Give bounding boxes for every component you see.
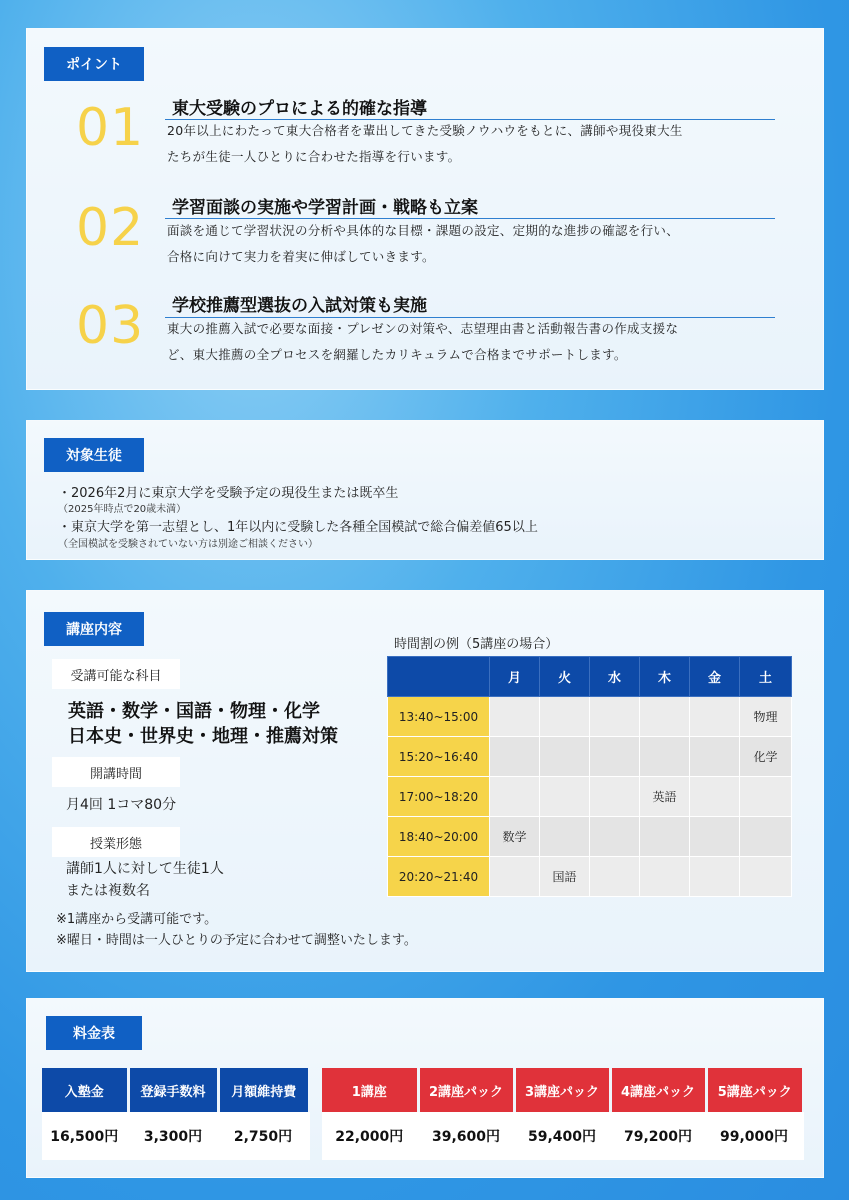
course-note: ※曜日・時間は一人ひとりの予定に合わせて調整いたします。 bbox=[56, 933, 417, 948]
timetable-cell bbox=[690, 817, 740, 857]
timetable-cell bbox=[640, 857, 690, 897]
point-body-line: 合格に向けて実力を着実に伸ばしていきます。 bbox=[167, 249, 435, 264]
point-body-line: 20年以上にわたって東大合格者を輩出してきた受験ノウハウをもとに、講師や現役東大生 bbox=[167, 123, 683, 138]
timetable-cell bbox=[590, 817, 640, 857]
timetable-cell: 英語 bbox=[640, 777, 690, 817]
point-title: 東大受験のプロによる的確な指導 bbox=[172, 99, 427, 119]
day-header: 水 bbox=[590, 657, 640, 697]
timetable-cell bbox=[640, 737, 690, 777]
day-header: 土 bbox=[740, 657, 792, 697]
course-note: ※1講座から受講可能です。 bbox=[56, 912, 218, 927]
point-title: 学習面談の実施や学習計画・戦略も立案 bbox=[172, 198, 478, 218]
point-title: 学校推薦型選抜の入試対策も実施 bbox=[172, 296, 427, 316]
point-body-line: たちが生徒一人ひとりに合わせた指導を行います。 bbox=[167, 149, 461, 164]
fee-value: 16,500円 bbox=[42, 1112, 128, 1160]
point-body bbox=[167, 118, 683, 170]
fee-header: 2講座パック bbox=[418, 1068, 514, 1112]
fee-header: 4講座パック bbox=[610, 1068, 706, 1112]
time-slot: 17:00~18:20 bbox=[388, 777, 490, 817]
point-body-line: ど、東大推薦の全プロセスを網羅したカリキュラムで合格までサポートします。 bbox=[167, 347, 627, 362]
fee-header: 入塾金 bbox=[42, 1068, 128, 1112]
timetable-cell bbox=[740, 817, 792, 857]
fee-header: 3講座パック bbox=[514, 1068, 610, 1112]
point-body-line: 面談を通じて学習状況の分析や具体的な目標・課題の設定、定期的な進捗の確認を行い、 bbox=[167, 223, 680, 238]
basic-fee-value-row bbox=[42, 1112, 308, 1160]
course-notes bbox=[56, 909, 417, 951]
timetable-cell bbox=[540, 817, 590, 857]
timetable-row bbox=[388, 817, 792, 857]
subjects-label: 受講可能な科目 bbox=[52, 659, 180, 689]
target-tag: 対象生徒 bbox=[44, 438, 144, 472]
subjects-list bbox=[68, 699, 338, 749]
target-condition-2: ・東京大学を第一志望とし、1年以内に受験した各種全国模試で総合偏差値65以上 bbox=[58, 520, 538, 535]
fee-header: 5講座パック bbox=[706, 1068, 802, 1112]
timetable-cell bbox=[490, 697, 540, 737]
day-header: 金 bbox=[690, 657, 740, 697]
timetable bbox=[387, 656, 792, 897]
timetable-row bbox=[388, 697, 792, 737]
target-note-2: （全国模試を受験されていない方は別途ご相談ください） bbox=[58, 539, 318, 550]
fee-value: 79,200円 bbox=[610, 1112, 706, 1160]
timetable-cell bbox=[490, 777, 540, 817]
point-body bbox=[167, 218, 679, 270]
time-slot: 13:40~15:00 bbox=[388, 697, 490, 737]
timetable-cell bbox=[590, 697, 640, 737]
timetable-cell bbox=[640, 697, 690, 737]
timetable-cell bbox=[590, 777, 640, 817]
hours-label: 開講時間 bbox=[52, 757, 180, 787]
fee-header: 1講座 bbox=[322, 1068, 418, 1112]
point-number: 01 bbox=[76, 98, 145, 158]
subjects-line: 英語・数学・国語・物理・化学 bbox=[68, 701, 320, 722]
timetable-cell bbox=[540, 697, 590, 737]
timetable-cell: 国語 bbox=[540, 857, 590, 897]
fee-value: 3,300円 bbox=[128, 1112, 218, 1160]
course-fee-table bbox=[322, 1068, 804, 1160]
format-value bbox=[66, 858, 224, 902]
timetable-cell bbox=[740, 857, 792, 897]
hours-value: 月4回 1コマ80分 bbox=[66, 797, 177, 813]
fee-value: 22,000円 bbox=[322, 1112, 418, 1160]
timetable-cell bbox=[740, 777, 792, 817]
timetable-cell bbox=[590, 857, 640, 897]
point-number: 02 bbox=[76, 198, 145, 258]
timetable-cell bbox=[490, 737, 540, 777]
fee-value: 2,750円 bbox=[218, 1112, 308, 1160]
target-condition-1: ・2026年2月に東京大学を受験予定の現役生または既卒生 bbox=[58, 486, 399, 501]
day-header: 木 bbox=[640, 657, 690, 697]
subjects-line: 日本史・世界史・地理・推薦対策 bbox=[68, 726, 338, 747]
fee-header: 月額維持費 bbox=[218, 1068, 308, 1112]
timetable-corner bbox=[388, 657, 490, 697]
course-tag: 講座内容 bbox=[44, 612, 144, 646]
timetable-cell bbox=[690, 777, 740, 817]
timetable-cell bbox=[690, 857, 740, 897]
time-slot: 18:40~20:00 bbox=[388, 817, 490, 857]
format-label: 授業形態 bbox=[52, 827, 180, 857]
fee-value: 39,600円 bbox=[418, 1112, 514, 1160]
point-body bbox=[167, 316, 678, 368]
timetable-cell: 数学 bbox=[490, 817, 540, 857]
timetable-cell bbox=[540, 777, 590, 817]
fee-header: 登録手数料 bbox=[128, 1068, 218, 1112]
course-fee-value-row bbox=[322, 1112, 802, 1160]
format-line: 講師1人に対して生徒1人 bbox=[66, 861, 224, 877]
course-fee-header-row bbox=[322, 1068, 802, 1112]
day-header: 火 bbox=[540, 657, 590, 697]
point-body-line: 東大の推薦入試で必要な面接・プレゼンの対策や、志望理由書と活動報告書の作成支援な bbox=[167, 321, 679, 336]
timetable-cell bbox=[640, 817, 690, 857]
timetable-row bbox=[388, 777, 792, 817]
timetable-cell bbox=[590, 737, 640, 777]
format-line: または複数名 bbox=[66, 883, 150, 899]
time-slot: 20:20~21:40 bbox=[388, 857, 490, 897]
timetable-row bbox=[388, 857, 792, 897]
timetable-row bbox=[388, 737, 792, 777]
fee-value: 59,400円 bbox=[514, 1112, 610, 1160]
timetable-cell: 物理 bbox=[740, 697, 792, 737]
fee-value: 99,000円 bbox=[706, 1112, 802, 1160]
day-header: 月 bbox=[490, 657, 540, 697]
target-note-1: （2025年時点で20歳未満） bbox=[58, 504, 187, 515]
fees-tag: 料金表 bbox=[46, 1016, 142, 1050]
time-slot: 15:20~16:40 bbox=[388, 737, 490, 777]
point-number: 03 bbox=[76, 296, 145, 356]
points-tag: ポイント bbox=[44, 47, 144, 81]
basic-fee-table bbox=[42, 1068, 310, 1160]
timetable-cell bbox=[690, 697, 740, 737]
timetable-cell bbox=[490, 857, 540, 897]
basic-fee-header-row bbox=[42, 1068, 308, 1112]
timetable-title: 時間割の例（5講座の場合） bbox=[394, 637, 559, 652]
timetable-cell bbox=[540, 737, 590, 777]
timetable-header-row bbox=[388, 657, 792, 697]
timetable-cell bbox=[690, 737, 740, 777]
timetable-cell: 化学 bbox=[740, 737, 792, 777]
